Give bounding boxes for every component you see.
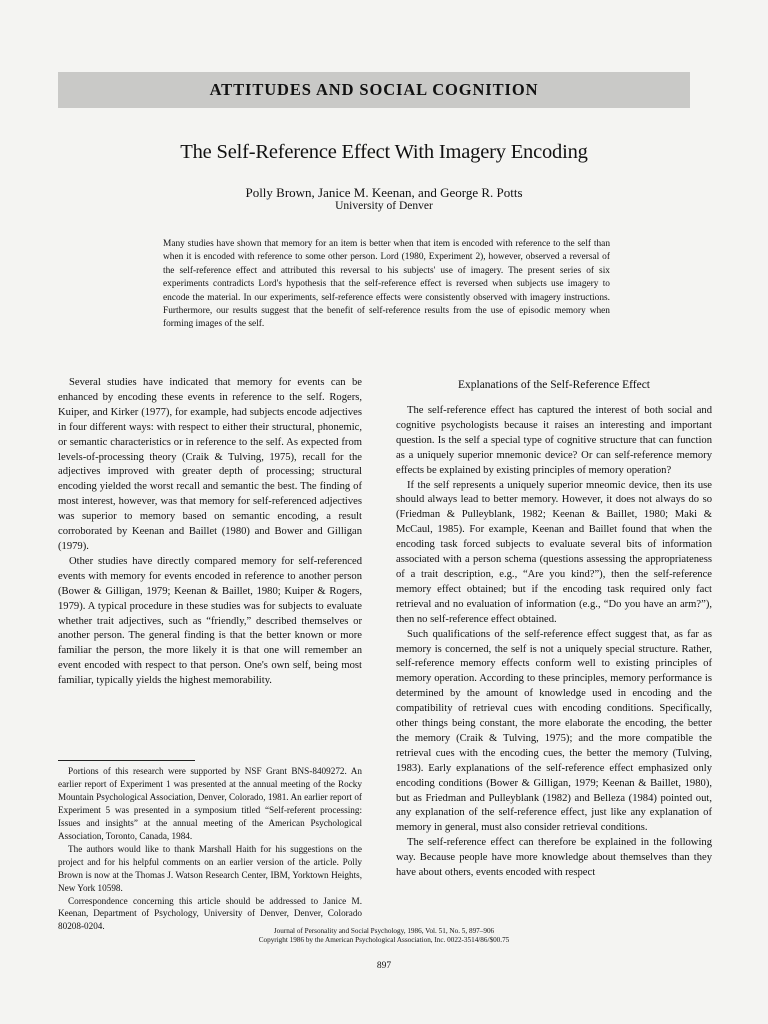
section-banner [58,72,690,108]
footnote-paragraph: Portions of this research were supported by NSF Grant BNS-8409272. An earlier report of Experiment 1 was presented at the annual meeting of the Rocky Mountain Psychological Association, Denver, Colorado, 1981. An earlier report of Experiment 5 was presented in a symposium titled “Self-referent processing: Issues and insights” at the annual meeting of the American Psychological Association, Toronto, Canada, 1984. [58,766,362,841]
article-authors: Polly Brown, Janice M. Keenan, and George R. Potts [245,185,523,200]
body-paragraph: Several studies have indicated that memory for events can be enhanced by encoding these events in reference to the self. Rogers, Kuiper, and Kirker (1977), for example, had subjects encode adjectives in four different ways: with respect to either their structural, phonemic, or semantic characteristics or in reference to the self. As expected from levels-of-processing theory (Craik & Tulving, 1975), recall for the adjectives improved with greater depth of processing; structural encoding yielded the worst recall and semantic the best. The finding of most interest, however, was that memory for self-referenced adjectives was superior to memory based on semantic encoding, a result corroborated by Keenan and Baillet (1980) and Bower and Gilligan (1979). [58,377,362,552]
footnote-paragraph: The authors would like to thank Marshall Haith for his suggestions on the project and for his helpful comments on an earlier version of the article. Polly Brown is now at the Thomas J. Watson Research Center, IBM, Yorktown Heights, New York 10598. [58,843,362,893]
copyright-line: Copyright 1986 by the American Psychological Association, Inc. 0022-3514/86/$00.75 [258,936,510,944]
right-column [396,404,712,881]
footnote-paragraph: Correspondence concerning this article should be addressed to Janice M. Keenan, Department of Psychology, University of Denver, Denver, Colorado 80208-0204. [58,895,362,932]
body-paragraph: The self-reference effect has captured the interest of both social and cognitive psychologists because it raises an interesting and important question. Is the self a special type of cognitive structure that can function as a uniquely superior mnemonic device? Or can self-reference memory effects be explained by existing principles of memory operation? [396,405,712,476]
author-affiliation: University of Denver [335,200,433,212]
footnote-divider [58,760,195,761]
body-paragraph: If the self represents a uniquely superior mneomic device, then its use should always lead to better memory. However, it does not always do so (Friedman & Pulleyblank, 1982; Keenan & Baillet, 1980; Maki & McCaul, 1985). For example, Keenan and Baillet found that when the encoding task forced subjects to evaluate several bits of information associated with a person schema (questions assessing the appropriateness of a trait description, e.g., “Are you kind?”), then the self-reference memory effect obtained; but if the encoding task required only fact retrieval and no evaluation of information (e.g., “Do you have an arm?”), then no self-reference effect obtained. [396,479,712,625]
abstract: Many studies have shown that memory for an item is better when that item is encoded with reference to the self than when it is encoded with reference to some other person. Lord (1980, Experiment 2), however, observed a reversal of the self-reference effect and attributed this reversal to his subjects' use of imagery. The present series of six experiments contradicts Lord's hypothesis that the self-reference effect is reversed when subjects use imagery to encode the material. In our experiments, self-reference effects were consistently observed with imagery instructions. Furthermore, our results suggest that the benefit of self-reference results from the use of episodic memory when forming images of the self. [163,239,610,330]
body-paragraph: The self-reference effect can therefore be explained in the following way. Because people have more knowledge about themselves than they have about others, events encoded with respect [396,837,712,879]
page-number: 897 [376,961,392,971]
section-title: ATTITUDES AND SOCIAL COGNITION [209,80,539,99]
journal-citation [0,927,768,945]
footnotes [58,765,362,933]
left-column [58,376,362,689]
body-paragraph: Such qualifications of the self-reference effect suggest that, as far as memory is concerned, the self is not a uniquely special structure. Rather, self-reference memory effects conform well to existing principles of memory operation. According to these principles, memory performance is determined by the amount of knowledge used in encoding and the compatibility of retrieval cues with encoding conditions. Specifically, other things being constant, the more elaborate the encoding, the better the memory (Craik & Tulving, 1975); and the more compatible the retrieval cues with the encoding cues, the better the memory (Tulving, 1983). Early explanations of the self-reference effect emphasized only encoding conditions (Bower & Gilligan, 1979; Keenan & Baillet, 1980), but as Friedman and Pulleyblank (1982) and Belleza (1984) pointed out, any explanation of the self-reference effect, just like any explanation of memory in general, must also consider retrieval conditions. [396,628,712,834]
journal-line: Journal of Personality and Social Psychology, 1986, Vol. 51, No. 5, 897–906 [273,927,495,935]
article-title: The Self-Reference Effect With Imagery Encoding [180,141,588,163]
section-heading: Explanations of the Self-Reference Effect [457,379,650,391]
body-paragraph: Other studies have directly compared memory for self-referenced events with memory for events encoded in reference to another person (Bower & Gilligan, 1979; Keenan & Baillet, 1980; Kuiper & Rogers, 1979). A typical procedure in these studies was for subjects to evaluate whether trait adjectives, such as “friendly,” described themselves or another person. The general finding is that the better known or more familiar the person, the more likely it is that one will remember an event encoded with respect to that person. One's own self, being most familiar, typically yields the highest memorability. [58,555,362,687]
